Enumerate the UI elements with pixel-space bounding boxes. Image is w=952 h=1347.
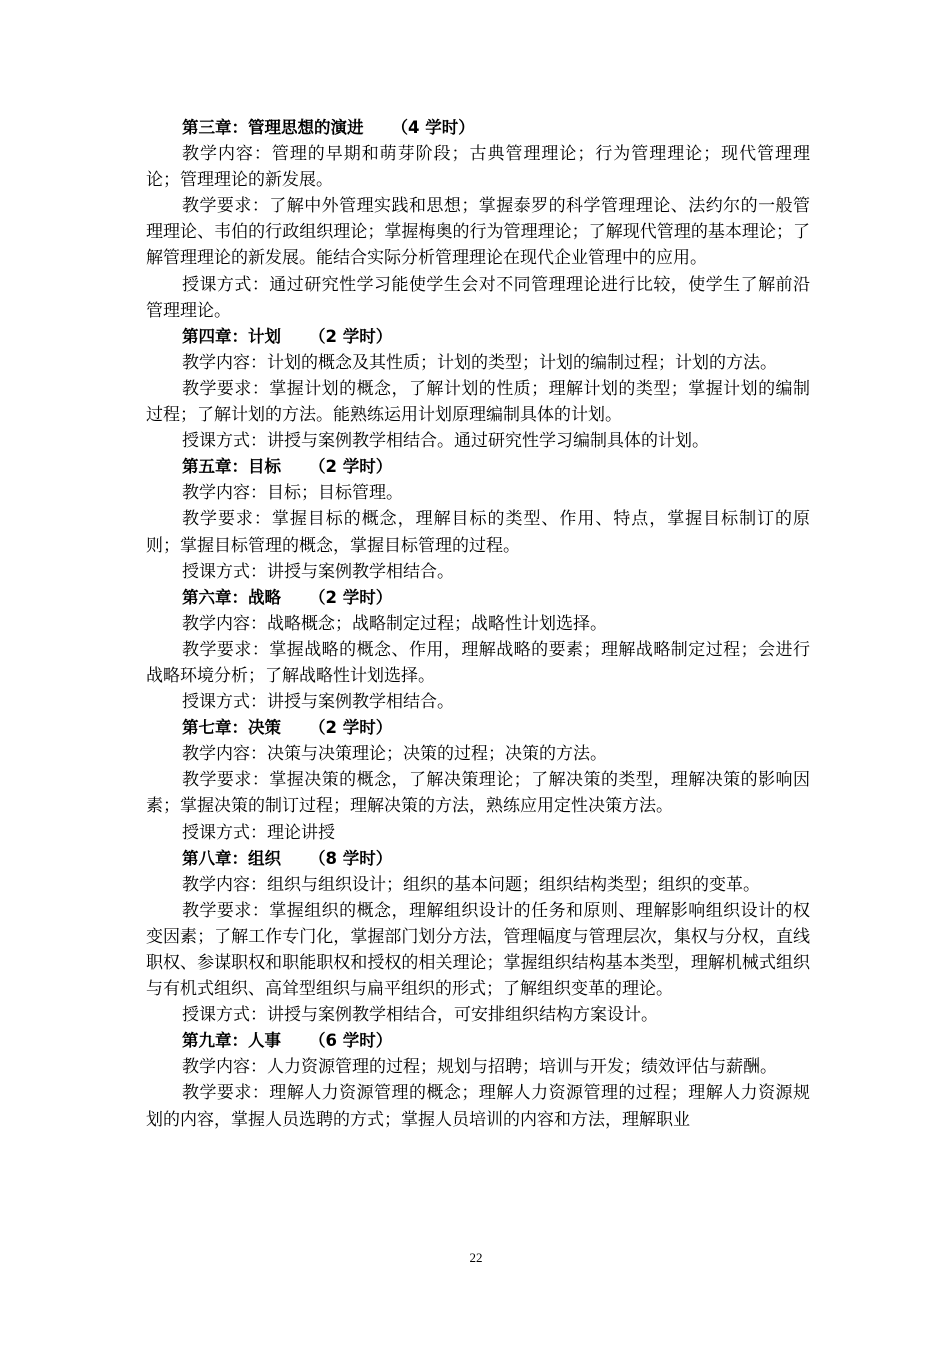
chapter-heading: [146, 846, 810, 872]
teaching-method: 授课方式：通过研究性学习能使学生会对不同管理理论进行比较，使学生了解前沿管理理论。: [146, 274, 810, 321]
chapter-title: 第三章：管理思想的演进: [182, 118, 364, 137]
chapter-heading: [146, 115, 810, 141]
chapter-hours: （6 学时）: [309, 1031, 393, 1051]
teaching-content: 教学内容：决策与决策理论；决策的过程；决策的方法。: [182, 744, 607, 765]
chapter-hours: （8 学时）: [309, 848, 393, 868]
teaching-method: 授课方式：理论讲授: [182, 822, 335, 843]
chapter-heading: [146, 585, 810, 611]
teaching-requirements: 教学要求：了解中外管理实践和思想；掌握泰罗的科学管理理论、法约尔的一般管理理论、韦伯的行政组织理论；掌握梅奥的行为管理理论；了解现代管理的基本理论；了解管理理论的新发展。能结合实际分析管理理论在现代企业管理中的应用。: [146, 196, 810, 269]
page-body: [146, 115, 810, 1133]
teaching-requirements: 教学要求：掌握计划的概念，了解计划的性质；理解计划的类型；掌握计划的编制过程；了解计划的方法。能熟练运用计划原理编制具体的计划。: [146, 378, 810, 426]
chapter-hours: （4 学时）: [391, 118, 475, 137]
chapter-title: 第四章：计划: [182, 326, 281, 346]
teaching-content: 教学内容：目标；目标管理。: [182, 483, 403, 504]
chapter-title: 第七章：决策: [182, 718, 281, 738]
teaching-method: 授课方式：讲授与案例教学相结合。通过研究性学习编制具体的计划。: [182, 431, 709, 452]
chapter-heading: [146, 715, 810, 741]
chapter-heading: [146, 1028, 810, 1054]
teaching-content: 教学内容：组织与组织设计；组织的基本问题；组织结构类型；组织的变革。: [182, 874, 760, 895]
chapter-hours: （2 学时）: [309, 718, 393, 738]
teaching-method: 授课方式：讲授与案例教学相结合。: [182, 692, 454, 713]
chapter-7: [146, 715, 810, 845]
teaching-requirements: 教学要求：掌握决策的概念，了解决策理论；了解决策的类型，理解决策的影响因素；掌握决策的制订过程；理解决策的方法，熟练应用定性决策方法。: [146, 770, 810, 817]
teaching-content: 教学内容：人力资源管理的过程；规划与招聘；培训与开发；绩效评估与薪酬。: [182, 1057, 777, 1078]
chapter-9: [146, 1028, 810, 1132]
chapter-6: [146, 585, 810, 715]
teaching-requirements: 教学要求：掌握战略的概念、作用，理解战略的要素；理解战略制定过程；会进行战略环境分析；了解战略性计划选择。: [146, 639, 810, 686]
chapter-title: 第五章：目标: [182, 457, 281, 477]
page-number: 22: [469, 1250, 483, 1265]
teaching-method: 授课方式：讲授与案例教学相结合，可安排组织结构方案设计。: [182, 1005, 658, 1026]
teaching-content: 教学内容：管理的早期和萌芽阶段；古典管理理论；行为管理理论；现代管理理论；管理理论的新发展。: [146, 144, 810, 191]
chapter-hours: （2 学时）: [309, 587, 393, 607]
teaching-content: 教学内容：战略概念；战略制定过程；战略性计划选择。: [182, 613, 607, 634]
chapter-hours: （2 学时）: [309, 326, 393, 346]
chapter-3: [146, 115, 810, 324]
chapter-heading: [146, 454, 810, 480]
chapter-5: [146, 454, 810, 584]
teaching-content: 教学内容：计划的概念及其性质；计划的类型；计划的编制过程；计划的方法。: [182, 352, 777, 373]
chapter-title: 第六章：战略: [182, 587, 281, 607]
chapter-8: [146, 846, 810, 1029]
chapter-title: 第八章：组织: [182, 848, 281, 868]
chapter-4: [146, 324, 810, 454]
teaching-requirements: 教学要求：掌握目标的概念，理解目标的类型、作用、特点，掌握目标制订的原则；掌握目标管理的概念，掌握目标管理的过程。: [146, 509, 810, 556]
teaching-requirements: 教学要求：掌握组织的概念，理解组织设计的任务和原则、理解影响组织设计的权变因素；了解工作专门化，掌握部门划分方法，管理幅度与管理层次，集权与分权，直线职权、参谋职权和职能职权和授权的相关理论；掌握组织结构基本类型，理解机械式组织与有机式组织、高耸型组织与扁平组织的形式；了解组织变革的理论。: [146, 900, 810, 1000]
teaching-requirements: 教学要求：理解人力资源管理的概念；理解人力资源管理的过程；理解人力资源规划的内容，掌握人员选聘的方式；掌握人员培训的内容和方法，理解职业: [146, 1083, 810, 1130]
teaching-method: 授课方式：讲授与案例教学相结合。: [182, 561, 454, 582]
chapter-heading: [146, 324, 810, 350]
chapter-hours: （2 学时）: [309, 457, 393, 477]
chapter-title: 第九章：人事: [182, 1031, 281, 1051]
